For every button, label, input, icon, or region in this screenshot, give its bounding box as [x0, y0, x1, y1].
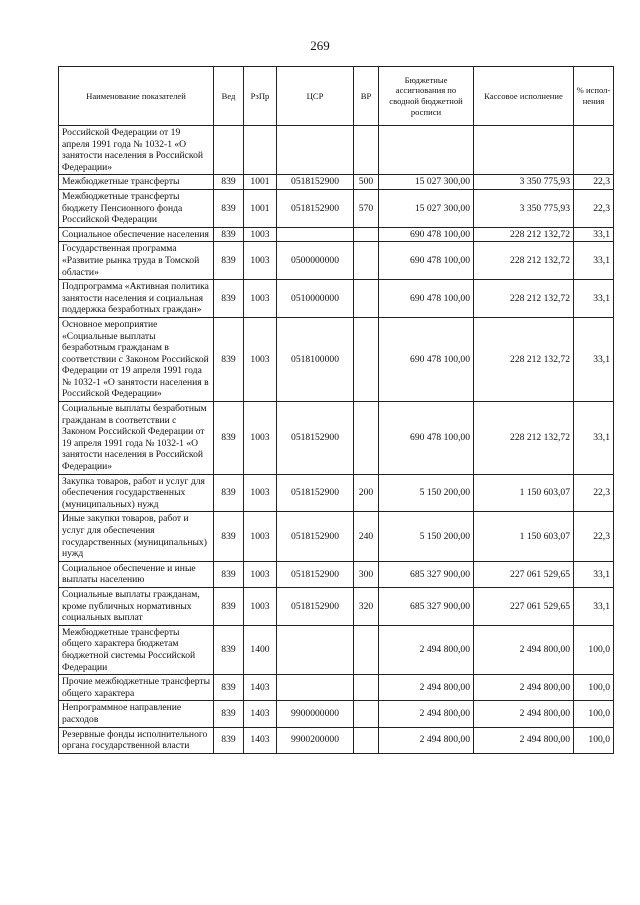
cell-assign: 5 150 200,00 [379, 474, 474, 512]
cell-rzpr: 1003 [244, 512, 277, 561]
cell-ved: 839 [214, 474, 244, 512]
cell-name: Основное мероприятие «Социальные выплаты безработным гражданам в соответствии с Законом Российской Федерации от 19 апреля 1991 года № 1032-1 «О занятости населения в Российской Федерации» [59, 317, 214, 401]
cell-rzpr: 1003 [244, 587, 277, 625]
cell-csr: 9900200000 [277, 727, 354, 753]
cell-csr: 0510000000 [277, 280, 354, 318]
cell-cash [474, 126, 574, 175]
cell-vr [354, 126, 379, 175]
cell-assign: 2 494 800,00 [379, 701, 474, 727]
cell-name: Межбюджетные трансферты бюджету Пенсионного фонда Российской Федерации [59, 189, 214, 227]
table-row [59, 701, 614, 727]
cell-ved: 839 [214, 561, 244, 587]
cell-cash: 3 350 775,93 [474, 175, 574, 190]
cell-rzpr [244, 126, 277, 175]
cell-assign: 2 494 800,00 [379, 625, 474, 674]
cell-rzpr: 1003 [244, 402, 277, 475]
cell-csr: 0518152900 [277, 402, 354, 475]
table-row [59, 727, 614, 753]
cell-pct: 100,0 [574, 625, 614, 674]
cell-ved: 839 [214, 402, 244, 475]
table-row [59, 402, 614, 475]
cell-csr: 0518152900 [277, 175, 354, 190]
cell-pct: 22,3 [574, 474, 614, 512]
cell-vr [354, 317, 379, 401]
cell-cash: 228 212 132,72 [474, 317, 574, 401]
cell-vr [354, 227, 379, 242]
cell-cash: 227 061 529,65 [474, 587, 574, 625]
cell-pct: 22,3 [574, 175, 614, 190]
cell-cash: 2 494 800,00 [474, 701, 574, 727]
cell-rzpr: 1003 [244, 317, 277, 401]
cell-cash: 1 150 603,07 [474, 512, 574, 561]
cell-vr: 320 [354, 587, 379, 625]
cell-assign: 690 478 100,00 [379, 402, 474, 475]
table-row [59, 189, 614, 227]
cell-vr: 500 [354, 175, 379, 190]
col-rzpr-header: РзПр [244, 67, 277, 126]
cell-pct: 33,1 [574, 587, 614, 625]
cell-csr [277, 625, 354, 674]
cell-name: Непрограммное направление расходов [59, 701, 214, 727]
cell-vr: 240 [354, 512, 379, 561]
cell-ved: 839 [214, 727, 244, 753]
cell-pct: 22,3 [574, 189, 614, 227]
table-row [59, 317, 614, 401]
cell-assign [379, 126, 474, 175]
cell-cash: 228 212 132,72 [474, 280, 574, 318]
cell-vr [354, 701, 379, 727]
cell-name: Государственная программа «Развитие рынка труда в Томской области» [59, 242, 214, 280]
cell-vr: 300 [354, 561, 379, 587]
cell-pct: 33,1 [574, 317, 614, 401]
cell-rzpr: 1003 [244, 227, 277, 242]
cell-name: Социальное обеспечение населения [59, 227, 214, 242]
cell-vr [354, 280, 379, 318]
col-name-header: Наименование показателей [59, 67, 214, 126]
cell-csr: 0518152900 [277, 474, 354, 512]
cell-assign: 690 478 100,00 [379, 227, 474, 242]
cell-ved: 839 [214, 242, 244, 280]
cell-assign: 5 150 200,00 [379, 512, 474, 561]
cell-name: Резервные фонды исполнительного органа государственной власти [59, 727, 214, 753]
cell-name: Межбюджетные трансферты общего характера бюджетам бюджетной системы Российской Федерации [59, 625, 214, 674]
cell-rzpr: 1400 [244, 625, 277, 674]
cell-vr: 570 [354, 189, 379, 227]
cell-ved [214, 126, 244, 175]
cell-assign: 690 478 100,00 [379, 317, 474, 401]
table-row [59, 280, 614, 318]
cell-cash: 228 212 132,72 [474, 242, 574, 280]
cell-ved: 839 [214, 280, 244, 318]
cell-csr: 0518100000 [277, 317, 354, 401]
cell-name: Подпрограмма «Активная политика занятости населения и социальная поддержка безработных граждан» [59, 280, 214, 318]
table-row [59, 126, 614, 175]
cell-assign: 685 327 900,00 [379, 587, 474, 625]
cell-ved: 839 [214, 512, 244, 561]
cell-ved: 839 [214, 675, 244, 701]
cell-pct: 33,1 [574, 561, 614, 587]
cell-vr [354, 675, 379, 701]
cell-csr [277, 675, 354, 701]
cell-name: Социальные выплаты безработным гражданам в соответствии с Законом Российской Федерации от 19 апреля 1991 года № 1032-1 «О занятости населения в Российской Федерации» [59, 402, 214, 475]
cell-cash: 227 061 529,65 [474, 561, 574, 587]
cell-name: Прочие межбюджетные трансферты общего характера [59, 675, 214, 701]
cell-pct: 33,1 [574, 402, 614, 475]
cell-assign: 2 494 800,00 [379, 727, 474, 753]
cell-cash: 2 494 800,00 [474, 675, 574, 701]
cell-ved: 839 [214, 317, 244, 401]
cell-ved: 839 [214, 701, 244, 727]
cell-vr [354, 242, 379, 280]
cell-assign: 685 327 900,00 [379, 561, 474, 587]
cell-pct: 33,1 [574, 242, 614, 280]
cell-vr [354, 727, 379, 753]
col-ved-header: Вед [214, 67, 244, 126]
cell-assign: 15 027 300,00 [379, 175, 474, 190]
cell-csr [277, 227, 354, 242]
cell-name: Иные закупки товаров, работ и услуг для обеспечения государственных (муниципальных) нужд [59, 512, 214, 561]
cell-cash: 2 494 800,00 [474, 625, 574, 674]
cell-csr: 0518152900 [277, 189, 354, 227]
cell-ved: 839 [214, 189, 244, 227]
cell-pct [574, 126, 614, 175]
cell-name: Российской Федерации от 19 апреля 1991 года № 1032-1 «О занятости населения в Российской Федерации» [59, 126, 214, 175]
cell-rzpr: 1003 [244, 561, 277, 587]
cell-csr: 0500000000 [277, 242, 354, 280]
cell-cash: 3 350 775,93 [474, 189, 574, 227]
cell-pct: 33,1 [574, 280, 614, 318]
budget-table [58, 66, 614, 754]
cell-rzpr: 1403 [244, 727, 277, 753]
cell-rzpr: 1003 [244, 242, 277, 280]
cell-rzpr: 1003 [244, 474, 277, 512]
cell-rzpr: 1001 [244, 175, 277, 190]
col-cash-header: Кассовое исполнение [474, 67, 574, 126]
cell-cash: 2 494 800,00 [474, 727, 574, 753]
table-row [59, 675, 614, 701]
cell-ved: 839 [214, 175, 244, 190]
cell-cash: 228 212 132,72 [474, 402, 574, 475]
cell-name: Межбюджетные трансферты [59, 175, 214, 190]
cell-pct: 100,0 [574, 701, 614, 727]
cell-csr: 0518152900 [277, 587, 354, 625]
cell-rzpr: 1403 [244, 675, 277, 701]
cell-pct: 33,1 [574, 227, 614, 242]
cell-name: Социальные выплаты гражданам, кроме публичных нормативных социальных выплат [59, 587, 214, 625]
table-row [59, 561, 614, 587]
cell-name: Социальное обеспечение и иные выплаты населению [59, 561, 214, 587]
cell-ved: 839 [214, 587, 244, 625]
cell-assign: 690 478 100,00 [379, 242, 474, 280]
col-assign-header: Бюджетные ассигнования по сводной бюджетной росписи [379, 67, 474, 126]
page-number: 269 [310, 38, 330, 53]
cell-rzpr: 1403 [244, 701, 277, 727]
cell-cash: 1 150 603,07 [474, 474, 574, 512]
cell-csr [277, 126, 354, 175]
col-csr-header: ЦСР [277, 67, 354, 126]
cell-ved: 839 [214, 227, 244, 242]
col-pct-header: % испол-нения [574, 67, 614, 126]
cell-pct: 100,0 [574, 675, 614, 701]
cell-assign: 690 478 100,00 [379, 280, 474, 318]
table-row [59, 175, 614, 190]
cell-rzpr: 1001 [244, 189, 277, 227]
cell-vr [354, 402, 379, 475]
cell-assign: 2 494 800,00 [379, 675, 474, 701]
table-row [59, 474, 614, 512]
table-row [59, 587, 614, 625]
cell-ved: 839 [214, 625, 244, 674]
cell-vr [354, 625, 379, 674]
cell-assign: 15 027 300,00 [379, 189, 474, 227]
col-vr-header: ВР [354, 67, 379, 126]
table-row [59, 227, 614, 242]
cell-pct: 100,0 [574, 727, 614, 753]
cell-csr: 9900000000 [277, 701, 354, 727]
cell-csr: 0518152900 [277, 561, 354, 587]
cell-csr: 0518152900 [277, 512, 354, 561]
cell-name: Закупка товаров, работ и услуг для обеспечения государственных (муниципальных) нужд [59, 474, 214, 512]
cell-rzpr: 1003 [244, 280, 277, 318]
cell-cash: 228 212 132,72 [474, 227, 574, 242]
table-row [59, 625, 614, 674]
cell-pct: 22,3 [574, 512, 614, 561]
table-row [59, 512, 614, 561]
cell-vr: 200 [354, 474, 379, 512]
table-header [59, 67, 614, 126]
table-row [59, 242, 614, 280]
